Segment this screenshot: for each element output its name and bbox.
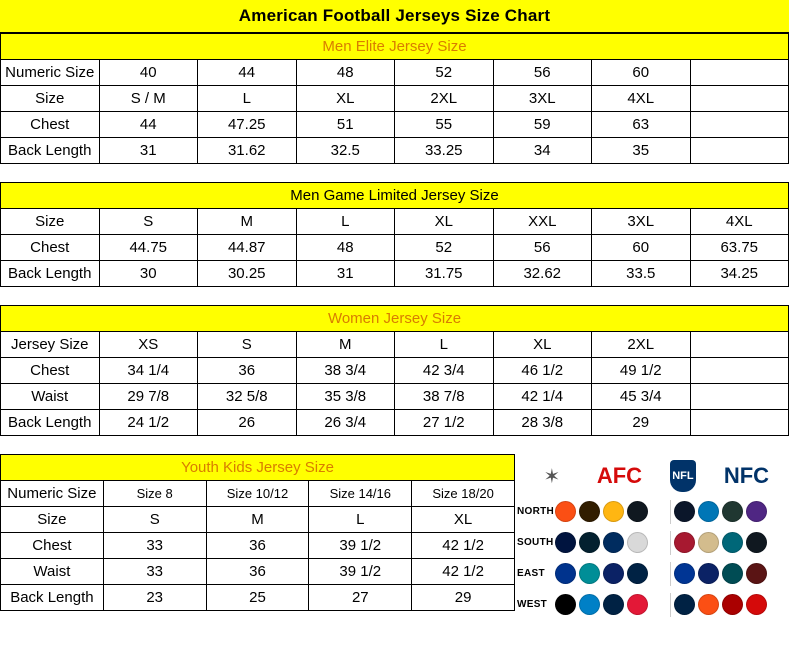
table-row-section-heading — [1, 183, 789, 209]
cell: L — [309, 507, 412, 533]
table-row — [1, 507, 515, 533]
cell: 2XL — [395, 86, 494, 112]
cell: 36 — [206, 559, 309, 585]
cell: 4XL — [592, 86, 691, 112]
row-label: Waist — [1, 384, 100, 410]
team-logo-icon — [746, 532, 767, 553]
nfc-north-team-logos — [674, 501, 787, 522]
divider — [670, 593, 671, 617]
cell: 42 1/2 — [412, 533, 515, 559]
nfc-east-team-logos — [674, 563, 787, 584]
afc-west-team-logos — [555, 594, 667, 615]
cell: M — [296, 332, 395, 358]
team-logo-icon — [746, 563, 767, 584]
cell: XL — [493, 332, 592, 358]
team-logo-icon — [555, 532, 576, 553]
table-row — [1, 384, 789, 410]
cell: 26 — [198, 410, 297, 436]
cell: Size 14/16 — [309, 481, 412, 507]
table-row — [1, 209, 789, 235]
team-logo-icon — [722, 501, 743, 522]
cell: S / M — [99, 86, 198, 112]
cell: 59 — [493, 112, 592, 138]
cell: 25 — [206, 585, 309, 611]
nfl-teams-logo-panel — [515, 454, 789, 611]
row-label: Back Length — [1, 585, 104, 611]
table-row — [1, 533, 515, 559]
cell: XS — [99, 332, 198, 358]
nfc-logo-icon: NFC — [723, 463, 770, 488]
section-spacer — [0, 287, 789, 305]
cell: 42 1/4 — [493, 384, 592, 410]
team-logo-icon — [627, 594, 648, 615]
team-logo-icon — [555, 501, 576, 522]
team-logo-icon — [579, 594, 600, 615]
division-row-east — [515, 558, 789, 589]
table-row — [1, 585, 515, 611]
row-label: Back Length — [1, 410, 100, 436]
cell: 44.75 — [99, 235, 198, 261]
cell: 45 3/4 — [592, 384, 691, 410]
cell: 31.75 — [395, 261, 494, 287]
cell: 39 1/2 — [309, 559, 412, 585]
cell: 31 — [296, 261, 395, 287]
team-logo-icon — [579, 532, 600, 553]
cell-empty — [690, 138, 789, 164]
team-logo-icon — [603, 501, 624, 522]
row-label: Chest — [1, 112, 100, 138]
cell: 44 — [198, 60, 297, 86]
cell: 30.25 — [198, 261, 297, 287]
cell: L — [296, 209, 395, 235]
cell: 52 — [395, 235, 494, 261]
team-logo-icon — [627, 501, 648, 522]
cell: 60 — [592, 235, 691, 261]
youth-and-logos-row — [0, 454, 789, 611]
team-logo-icon — [555, 594, 576, 615]
team-logo-icon — [722, 532, 743, 553]
team-logo-icon — [579, 563, 600, 584]
cell: 60 — [592, 60, 691, 86]
cell: 63 — [592, 112, 691, 138]
section-spacer — [0, 436, 789, 454]
team-logo-icon — [674, 594, 695, 615]
team-logo-icon — [674, 563, 695, 584]
cell-empty — [690, 112, 789, 138]
nfl-shield-icon: NFL — [670, 460, 696, 492]
cell: S — [99, 209, 198, 235]
cell: 56 — [493, 235, 592, 261]
cell: 40 — [99, 60, 198, 86]
cell: 26 3/4 — [296, 410, 395, 436]
cell: 36 — [198, 358, 297, 384]
cell: 33 — [103, 559, 206, 585]
division-row-north — [515, 496, 789, 527]
cell: Size 18/20 — [412, 481, 515, 507]
row-label: Jersey Size — [1, 332, 100, 358]
youth-heading: Youth Kids Jersey Size — [1, 455, 515, 481]
team-logo-icon — [627, 532, 648, 553]
row-label: Chest — [1, 533, 104, 559]
cell: 24 1/2 — [99, 410, 198, 436]
men-game-limited-heading: Men Game Limited Jersey Size — [1, 183, 789, 209]
cell: 33.5 — [592, 261, 691, 287]
table-row — [1, 261, 789, 287]
men-game-limited-table — [0, 182, 789, 287]
division-row-west — [515, 589, 789, 620]
cell-empty — [690, 358, 789, 384]
division-label: EAST — [517, 568, 545, 579]
cell: Size 8 — [103, 481, 206, 507]
men-elite-heading: Men Elite Jersey Size — [1, 34, 789, 60]
cell: M — [198, 209, 297, 235]
cell: 29 — [592, 410, 691, 436]
page-title: American Football Jerseys Size Chart — [238, 6, 551, 25]
nfc-west-team-logos — [674, 594, 787, 615]
conference-logo-row — [515, 456, 789, 496]
team-logo-icon — [674, 501, 695, 522]
cell: 27 1/2 — [395, 410, 494, 436]
table-row — [1, 559, 515, 585]
cell: 49 1/2 — [592, 358, 691, 384]
youth-table — [0, 454, 515, 611]
team-logo-icon — [579, 501, 600, 522]
row-label: Chest — [1, 358, 100, 384]
cell: 3XL — [592, 209, 691, 235]
afc-logo-icon: AFC — [596, 463, 643, 488]
team-logo-icon — [722, 563, 743, 584]
cell-empty — [690, 332, 789, 358]
row-label: Waist — [1, 559, 104, 585]
page-title-bar — [0, 0, 789, 33]
table-row — [1, 60, 789, 86]
row-label: Back Length — [1, 138, 100, 164]
table-row-section-heading — [1, 455, 515, 481]
cell: XXL — [493, 209, 592, 235]
row-label: Size — [1, 86, 100, 112]
table-row — [1, 358, 789, 384]
cell: 30 — [99, 261, 198, 287]
team-logo-icon — [555, 563, 576, 584]
cell: 29 7/8 — [99, 384, 198, 410]
table-row — [1, 410, 789, 436]
cell: 32.62 — [493, 261, 592, 287]
cell: 44 — [99, 112, 198, 138]
cell: 38 7/8 — [395, 384, 494, 410]
women-table — [0, 305, 789, 436]
cell: 56 — [493, 60, 592, 86]
cell: L — [198, 86, 297, 112]
team-logo-icon — [674, 532, 695, 553]
cell: L — [395, 332, 494, 358]
cell: XL — [395, 209, 494, 235]
cell-empty — [690, 410, 789, 436]
cell: 44.87 — [198, 235, 297, 261]
cell: 3XL — [493, 86, 592, 112]
team-logo-icon — [722, 594, 743, 615]
cell: 32 5/8 — [198, 384, 297, 410]
nfc-south-team-logos — [674, 532, 787, 553]
cell: 34.25 — [690, 261, 789, 287]
afc-north-team-logos — [555, 501, 667, 522]
table-row — [1, 138, 789, 164]
cell: 42 1/2 — [412, 559, 515, 585]
cell: 55 — [395, 112, 494, 138]
cell: 28 3/8 — [493, 410, 592, 436]
cell: 52 — [395, 60, 494, 86]
youth-table-wrapper — [0, 454, 515, 611]
cell: M — [206, 507, 309, 533]
table-row — [1, 481, 515, 507]
afc-east-team-logos — [555, 563, 667, 584]
cell: 39 1/2 — [309, 533, 412, 559]
table-row — [1, 332, 789, 358]
divider — [670, 531, 671, 555]
cell: 42 3/4 — [395, 358, 494, 384]
divider — [670, 562, 671, 586]
divider — [670, 500, 671, 524]
cell: 32.5 — [296, 138, 395, 164]
cell: 36 — [206, 533, 309, 559]
section-spacer — [0, 164, 789, 182]
team-logo-icon — [603, 532, 624, 553]
division-label: WEST — [517, 599, 548, 610]
team-logo-icon — [698, 594, 719, 615]
men-elite-table — [0, 33, 789, 164]
cell: 29 — [412, 585, 515, 611]
cell: 35 — [592, 138, 691, 164]
cell: 33.25 — [395, 138, 494, 164]
row-label: Chest — [1, 235, 100, 261]
row-label: Back Length — [1, 261, 100, 287]
cell: Size 10/12 — [206, 481, 309, 507]
table-row-section-heading — [1, 34, 789, 60]
cell-empty — [690, 384, 789, 410]
row-label: Size — [1, 507, 104, 533]
cell: 51 — [296, 112, 395, 138]
table-row-section-heading — [1, 306, 789, 332]
team-logo-icon — [698, 563, 719, 584]
team-logo-icon — [698, 501, 719, 522]
cell: 46 1/2 — [493, 358, 592, 384]
cell: 33 — [103, 533, 206, 559]
cell-empty — [690, 86, 789, 112]
cell: 23 — [103, 585, 206, 611]
women-heading: Women Jersey Size — [1, 306, 789, 332]
team-logo-icon — [746, 594, 767, 615]
cell: 35 3/8 — [296, 384, 395, 410]
cell: 4XL — [690, 209, 789, 235]
table-row — [1, 235, 789, 261]
division-label: NORTH — [517, 506, 555, 517]
cell: 48 — [296, 60, 395, 86]
cell: 63.75 — [690, 235, 789, 261]
cell: S — [103, 507, 206, 533]
cell: XL — [296, 86, 395, 112]
team-logo-icon — [746, 501, 767, 522]
table-row — [1, 86, 789, 112]
cell: 31.62 — [198, 138, 297, 164]
row-label: Size — [1, 209, 100, 235]
cell: S — [198, 332, 297, 358]
pro-bowl-star-icon: ✶ — [543, 465, 561, 488]
team-logo-icon — [627, 563, 648, 584]
cell: 34 1/4 — [99, 358, 198, 384]
cell: XL — [412, 507, 515, 533]
team-logo-icon — [603, 563, 624, 584]
cell: 48 — [296, 235, 395, 261]
cell: 31 — [99, 138, 198, 164]
row-label: Numeric Size — [1, 481, 104, 507]
cell: 2XL — [592, 332, 691, 358]
division-label: SOUTH — [517, 537, 554, 548]
cell-empty — [690, 60, 789, 86]
cell: 38 3/4 — [296, 358, 395, 384]
team-logo-icon — [698, 532, 719, 553]
cell: 27 — [309, 585, 412, 611]
table-row — [1, 112, 789, 138]
team-logo-icon — [603, 594, 624, 615]
division-row-south — [515, 527, 789, 558]
cell: 34 — [493, 138, 592, 164]
row-label: Numeric Size — [1, 60, 100, 86]
afc-south-team-logos — [555, 532, 667, 553]
cell: 47.25 — [198, 112, 297, 138]
